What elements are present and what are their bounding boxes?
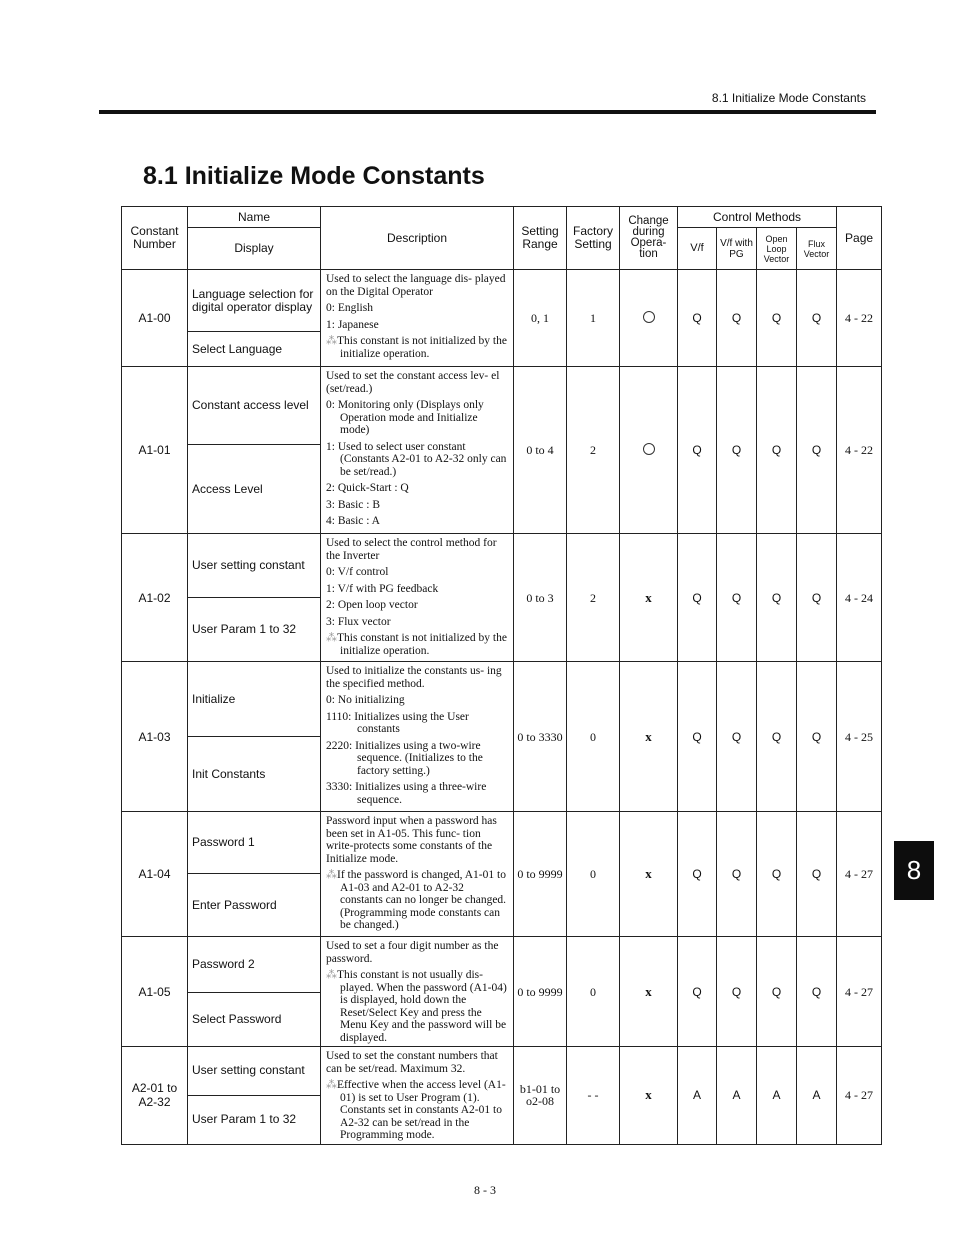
control-method-open-loop: Q <box>757 812 797 937</box>
page-reference: 4 - 22 <box>837 270 882 367</box>
factory-setting: 0 <box>567 812 620 937</box>
change-during-operation: x <box>620 662 678 812</box>
control-method-open-loop: Q <box>757 367 797 534</box>
description-text: Used to initialize the constants us- ing the specified method. <box>326 665 502 690</box>
header-description: Description <box>321 207 514 270</box>
circle-icon <box>643 311 655 323</box>
factory-setting: 2 <box>567 367 620 534</box>
factory-setting: 2 <box>567 534 620 662</box>
description-option: 1110: Initializes using the User constants <box>326 710 469 735</box>
description-note: ⁂This constant is not initialized by the initialize operation. <box>326 335 507 360</box>
control-method-vf: Q <box>678 662 717 812</box>
constant-description <box>321 937 514 1047</box>
header-name: Name <box>188 207 321 228</box>
constant-display-name: Select Password <box>188 993 321 1047</box>
note-marker-icon: ⁂ <box>326 632 337 644</box>
control-method-flux: Q <box>797 662 837 812</box>
header-vf-with-pg: V/f with PG <box>717 228 757 270</box>
header-display: Display <box>188 228 321 270</box>
description-note: ⁂This constant is not usually dis- played. When the password (A1-04) is displayed, hold down the Reset/Select Key and press the Menu Key and the password will be displayed. <box>326 969 507 1044</box>
description-option: 3: Basic : B <box>326 498 380 511</box>
control-method-open-loop: Q <box>757 534 797 662</box>
control-method-vf-pg: Q <box>717 270 757 367</box>
page-reference: 4 - 24 <box>837 534 882 662</box>
control-method-vf-pg: Q <box>717 662 757 812</box>
factory-setting: 0 <box>567 662 620 812</box>
control-method-vf: Q <box>678 534 717 662</box>
table-row <box>122 534 882 598</box>
control-method-vf: Q <box>678 812 717 937</box>
description-option: 0: Monitoring only (Displays only Operation mode and Initialize mode) <box>326 399 484 436</box>
control-method-open-loop: Q <box>757 662 797 812</box>
setting-range: 0 to 3 <box>514 534 567 662</box>
control-method-open-loop: Q <box>757 270 797 367</box>
constant-number: A1-03 <box>122 662 188 812</box>
description-text: Used to set the constant access lev- el (set/read.) <box>326 370 500 395</box>
header-setting-range: Setting Range <box>514 207 567 270</box>
setting-range: 0 to 9999 <box>514 937 567 1047</box>
constant-display-name: Access Level <box>188 445 321 534</box>
chapter-tab: 8 <box>894 841 934 900</box>
setting-range: 0 to 4 <box>514 367 567 534</box>
constant-number: A2-01 to A2-32 <box>122 1047 188 1145</box>
header-rule <box>99 110 876 114</box>
constant-name: Password 2 <box>188 937 321 993</box>
page-number: 8 - 3 <box>474 1183 496 1197</box>
control-method-vf: A <box>678 1047 717 1145</box>
constant-number: A1-00 <box>122 270 188 367</box>
factory-setting: - - <box>567 1047 620 1145</box>
table-row <box>122 270 882 332</box>
control-method-flux: Q <box>797 270 837 367</box>
constant-description <box>321 812 514 937</box>
circle-icon <box>643 443 655 455</box>
page-reference: 4 - 27 <box>837 812 882 937</box>
description-option: 2: Open loop vector <box>326 599 418 611</box>
constants-table <box>121 206 882 1145</box>
constant-name: User setting constant <box>188 1047 321 1096</box>
control-method-vf-pg: Q <box>717 812 757 937</box>
constant-name: Constant access level <box>188 367 321 445</box>
constant-name: User setting constant <box>188 534 321 598</box>
change-during-operation: x <box>620 812 678 937</box>
control-method-vf: Q <box>678 937 717 1047</box>
page-title: 8.1 Initialize Mode Constants <box>143 162 485 190</box>
constant-number: A1-01 <box>122 367 188 534</box>
constant-display-name: Select Language <box>188 332 321 367</box>
constant-number: A1-02 <box>122 534 188 662</box>
description-text: Used to set the constant numbers that can be set/read. Maximum 32. <box>326 1050 498 1075</box>
header-control-methods: Control Methods <box>678 207 837 228</box>
control-method-flux: A <box>797 1047 837 1145</box>
header-page: Page <box>837 207 882 270</box>
description-option: 1: Japanese <box>326 318 379 331</box>
description-option: 3330: Initializes using a three-wire sequence. <box>326 781 487 806</box>
change-during-operation: x <box>620 937 678 1047</box>
setting-range: b1-01 to o2-08 <box>514 1047 567 1145</box>
description-option: 1: Used to select user constant (Constants A2-01 to A2-32 only can be set/read.) <box>326 440 507 478</box>
running-head: 8.1 Initialize Mode Constants <box>711 91 866 105</box>
table-row <box>122 812 882 874</box>
constant-display-name: User Param 1 to 32 <box>188 598 321 662</box>
constant-name: Initialize <box>188 662 321 737</box>
setting-range: 0 to 9999 <box>514 812 567 937</box>
constant-number: A1-04 <box>122 812 188 937</box>
description-note: ⁂Effective when the access level (A1-01) is set to User Program (1). Constants set in constants A2-01 to A2-32 can be set/read in the Programming mode. <box>326 1079 506 1141</box>
description-note: ⁂If the password is changed, A1-01 to A1-03 and A2-01 to A2-32 constants can no longer be changed. (Programming mode constants can be changed.) <box>326 869 507 931</box>
control-method-vf-pg: Q <box>717 937 757 1047</box>
description-text: Password input when a password has been set in A1-05. This func- tion write-protects some constants of the Initialize mode. <box>326 815 497 865</box>
control-method-open-loop: A <box>757 1047 797 1145</box>
page-reference: 4 - 22 <box>837 367 882 534</box>
note-marker-icon: ⁂ <box>326 869 337 881</box>
change-during-operation <box>620 367 678 534</box>
constant-display-name: Enter Password <box>188 874 321 937</box>
table-row <box>122 662 882 737</box>
control-method-flux: Q <box>797 937 837 1047</box>
constant-display-name: User Param 1 to 32 <box>188 1095 321 1144</box>
description-option: 0: English <box>326 302 373 314</box>
page-reference: 4 - 27 <box>837 937 882 1047</box>
page-reference: 4 - 25 <box>837 662 882 812</box>
description-text: Used to select the control method for the Inverter <box>326 537 497 562</box>
factory-setting: 0 <box>567 937 620 1047</box>
constant-description <box>321 1047 514 1145</box>
table-row <box>122 1047 882 1096</box>
constant-number: A1-05 <box>122 937 188 1047</box>
header-constant-number: Constant Number <box>122 207 188 270</box>
change-during-operation <box>620 270 678 367</box>
constant-description <box>321 367 514 534</box>
description-option: 2: Quick-Start : Q <box>326 482 409 494</box>
description-option: 0: V/f control <box>326 566 389 578</box>
header-change-during-operation: Change during Opera- tion <box>620 207 678 270</box>
note-marker-icon: ⁂ <box>326 335 337 347</box>
header-open-loop-vector: Open Loop Vector <box>757 228 797 270</box>
control-method-open-loop: Q <box>757 937 797 1047</box>
constant-name: Language selection for digital operator display <box>188 270 321 332</box>
description-text: Used to set a four digit number as the password. <box>326 940 499 965</box>
note-marker-icon: ⁂ <box>326 969 337 981</box>
description-option: 0: No initializing <box>326 694 405 706</box>
constant-description <box>321 662 514 812</box>
control-method-vf-pg: A <box>717 1047 757 1145</box>
change-during-operation: x <box>620 534 678 662</box>
table-row <box>122 937 882 993</box>
header-factory-setting: Factory Setting <box>567 207 620 270</box>
constant-display-name: Init Constants <box>188 737 321 812</box>
note-marker-icon: ⁂ <box>326 1079 337 1091</box>
page-reference: 4 - 27 <box>837 1047 882 1145</box>
constant-description <box>321 270 514 367</box>
description-option: 1: V/f with PG feedback <box>326 582 439 595</box>
control-method-flux: Q <box>797 367 837 534</box>
constant-name: Password 1 <box>188 812 321 874</box>
description-text: Used to select the language dis- played on the Digital Operator <box>326 273 506 298</box>
description-option: 2220: Initializes using a two-wire sequence. (Initializes to the factory setting.) <box>326 739 483 777</box>
description-option: 4: Basic : A <box>326 515 380 527</box>
factory-setting: 1 <box>567 270 620 367</box>
control-method-vf: Q <box>678 270 717 367</box>
setting-range: 0 to 3330 <box>514 662 567 812</box>
control-method-flux: Q <box>797 812 837 937</box>
constant-description <box>321 534 514 662</box>
control-method-vf: Q <box>678 367 717 534</box>
description-note: ⁂This constant is not initialized by the initialize operation. <box>326 632 507 657</box>
table-row <box>122 367 882 445</box>
setting-range: 0, 1 <box>514 270 567 367</box>
header-flux-vector: Flux Vector <box>797 228 837 270</box>
control-method-flux: Q <box>797 534 837 662</box>
description-option: 3: Flux vector <box>326 615 391 628</box>
control-method-vf-pg: Q <box>717 534 757 662</box>
header-vf: V/f <box>678 228 717 270</box>
change-during-operation: x <box>620 1047 678 1145</box>
control-method-vf-pg: Q <box>717 367 757 534</box>
